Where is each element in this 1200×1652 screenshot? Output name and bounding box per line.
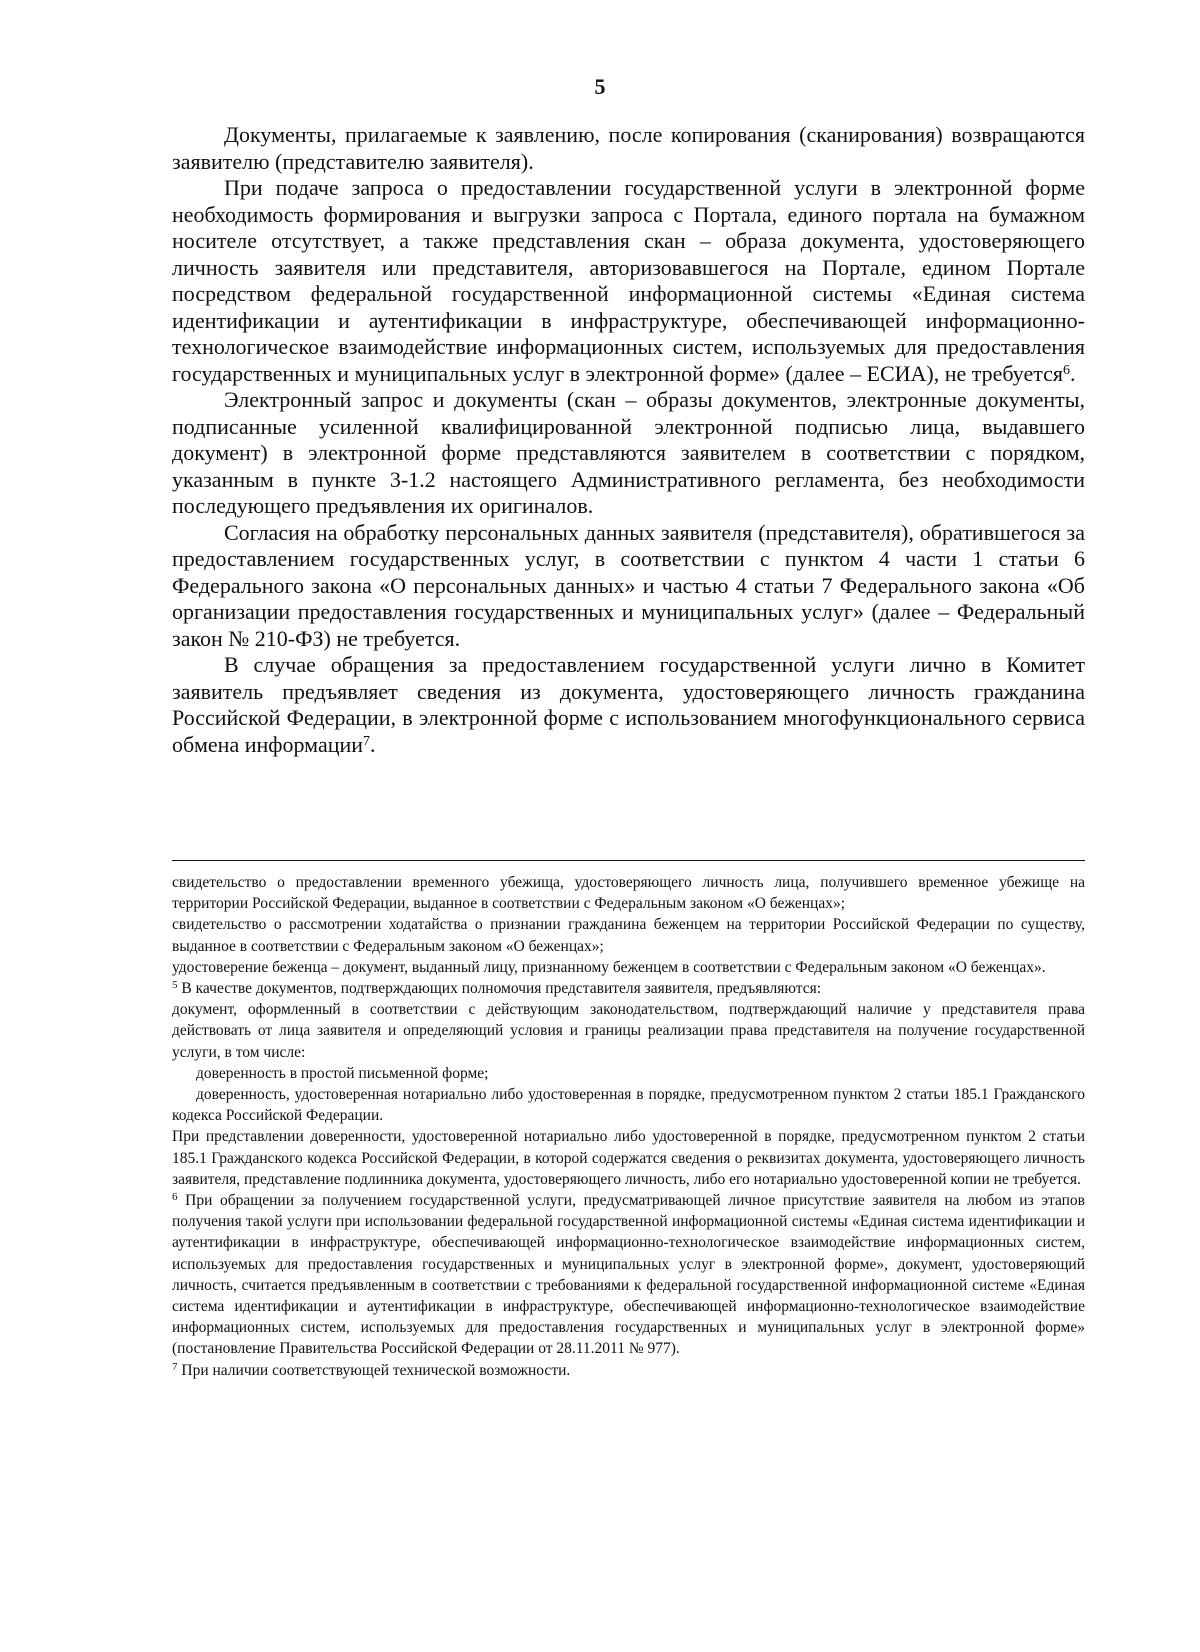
footnote-text: В качестве документов, подтверждающих полномочия представителя заявителя, предъявляются: <box>177 980 822 998</box>
footnote-line: свидетельство о рассмотрении ходатайства о признании гражданина беженцем на территории Российской Федерации по существу, выданное в соответствии с Федеральным законом «О беженцах»; <box>172 916 1085 955</box>
footnote-line: При представлении доверенности, удостоверенной нотариально либо удостоверенной в порядке, предусмотренном пунктом 2 статьи 185.1 Гражданского кодекса Российской Федерации, в которой содержатся сведения о реквизитах документа, удостоверяющего личность заявителя, представление подлинника документа, удостоверяющего личность, либо его нотариально удостоверенной копии не требуется. <box>172 1128 1085 1188</box>
footnote-5 <box>172 978 1085 999</box>
footnote-6 <box>172 1190 1085 1360</box>
footnote-separator <box>172 860 1085 861</box>
footnote-mark-6: 6 <box>172 1191 178 1204</box>
page-number: 5 <box>594 74 606 99</box>
footnote-mark-5: 5 <box>172 979 178 992</box>
footnotes <box>172 872 1085 1381</box>
footnote-ref-6: 6 <box>1063 362 1071 378</box>
paragraph-electronic-request <box>172 175 1085 387</box>
paragraph-electronic-documents: Электронный запрос и документы (скан – образы документов, электронные документы, подписанные усиленной квалифицированной электронной подписью лица, выдавшего документ) в электронной форме представляются заявителем в соответствии с порядком, указанным в пункте 3-1.2 настоящего Административного регламента, без необходимости последующего предъявления их оригиналов. <box>172 387 1085 518</box>
footnote-ref-7: 7 <box>363 733 371 749</box>
footnote-line: свидетельство о предоставлении временного убежища, удостоверяющего личность лица, получившего временное убежище на территории Российской Федерации, выданное в соответствии с Федеральным законом «О беженцах»; <box>172 874 1085 913</box>
footnote-line: доверенность в простой письменной форме; <box>196 1064 489 1082</box>
footnote-mark-7: 7 <box>172 1360 178 1373</box>
footnote-line: доверенность, удостоверенная нотариально либо удостоверенная в порядке, предусмотренном пунктом 2 статьи 185.1 Гражданского кодекса Российской Федерации. <box>172 1086 1085 1125</box>
paragraph-text: При подаче запроса о предоставлении государственной услуги в электронной форме необходимость формирования и выгрузки запроса с Портала, единого портала на бумажном носителе отсутствует, а также представления скан – образа документа, удостоверяющего личность заявителя или представителя, авторизовавшегося на Портале, едином Портале посредством федеральной государственной информационной системы «Единая система идентификации и аутентификации в инфраструктуре, обеспечивающей информационно-технологическое взаимодействие информационных систем, используемых для предоставления государственных и муниципальных услуг в электронной форме» (далее – ЕСИА), не требуется <box>172 175 1085 386</box>
paragraph-end: . <box>370 731 376 757</box>
footnote-text: При обращении за получением государственной услуги, предусматривающей личное присутствие заявителя на любом из этапов получения такой услуги при использовании федеральной государственной информационной системы «Единая система идентификации и аутентификации в инфраструктуре, обеспечивающей информационно-технологическое взаимодействие информационных систем, используемых для предоставления государственных и муниципальных услуг в электронной форме», документ, удостоверяющий личность, считается предъявленным в соответствии с требованиями к федеральной государственной информационной системе «Единая система идентификации и аутентификации в инфраструктуре, обеспечивающей информационно-технологическое взаимодействие информационных систем, используемых для предоставления государственных и муниципальных услуг в электронной форме» (постановление Правительства Российской Федерации от 28.11.2011 № 977). <box>172 1192 1085 1358</box>
footnote-7 <box>172 1360 1085 1381</box>
paragraph-in-person-request <box>172 652 1085 758</box>
paragraph-documents-returned: Документы, прилагаемые к заявлению, после копирования (сканирования) возвращаются заявителю (представителю заявителя). <box>172 122 1085 174</box>
paragraph-end: . <box>1070 360 1076 386</box>
footnote-line: удостоверение беженца – документ, выданный лицу, признанному беженцем в соответствии с Федеральным законом «О беженцах». <box>172 958 1046 976</box>
footnote-text: При наличии соответствующей технической возможности. <box>177 1361 571 1379</box>
paragraph-text: В случае обращения за предоставлением государственной услуги лично в Комитет заявитель предъявляет сведения из документа, удостоверяющего личность гражданина Российской Федерации, в электронной форме с использованием многофункционального сервиса обмена информации <box>172 652 1085 757</box>
body-text <box>172 122 1085 758</box>
footnote-line: документ, оформленный в соответствии с действующим законодательством, подтверждающий наличие у представителя права действовать от лица заявителя и определяющий условия и границы реализации права представителя на получение государственной услуги, в том числе: <box>172 1001 1085 1061</box>
paragraph-personal-data-consent: Согласия на обработку персональных данных заявителя (представителя), обратившегося за предоставлением государственных услуг, в соответствии с пунктом 4 части 1 статьи 6 Федерального закона «О персональных данных» и частью 4 статьи 7 Федерального закона «Об организации предоставления государственных и муниципальных услуг» (далее – Федеральный закон № 210-ФЗ) не требуется. <box>172 519 1085 651</box>
